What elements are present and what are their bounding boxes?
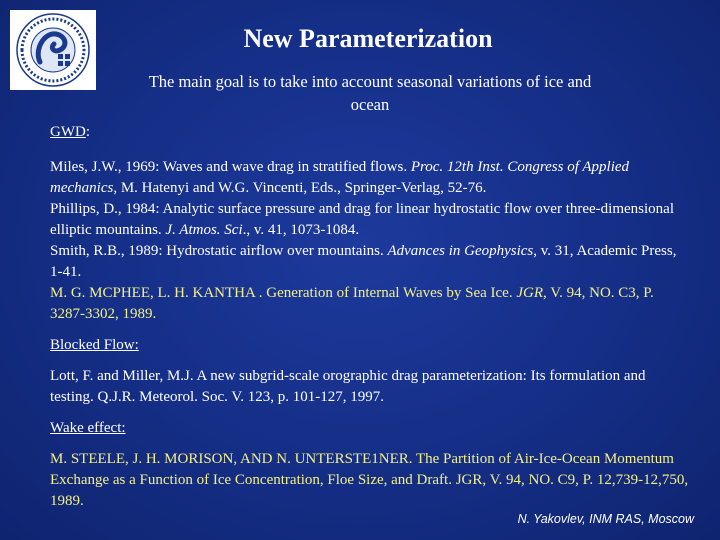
reference-lott: Lott, F. and Miller, M.J. A new subgrid-scale orographic drag parameterization: Its formulation and testing. Q.J.R. Meteorol. Soc. V. 123, p. 101-127, 1997.: [50, 368, 646, 405]
author-footer: N. Yakovlev, INM RAS, Moscow: [517, 512, 694, 526]
reference-steele: M. STEELE, J. H. MORISON, AND N. UNTERSTE1NER. The Partition of Air-Ice-Ocean Momentum Exchange as a Function of Ice Concentration, Floe Size, and Draft. JGR, V. 94, NO. C9, P. 12,739-12,750, 1989.: [50, 451, 689, 509]
gwd-heading: GWD:: [50, 124, 90, 140]
blocked-flow-heading: Blocked Flow:: [50, 337, 139, 353]
reference-phillips: Phillips, D., 1984: Analytic surface pressure and drag for linear hydrostatic flow over three-dimensional elliptic mountains. J. Atmos. Sci., v. 41, 1073-1084.: [50, 201, 674, 238]
reference-mcphee: M. G. MCPHEE, L. H. KANTHA . Generation of Internal Waves by Sea Ice. JGR, V. 94, NO. C3, P. 3287-3302, 1989.: [50, 285, 654, 322]
references-body: [50, 122, 690, 512]
reference-smith: Smith, R.B., 1989: Hydrostatic airflow over mountains. Advances in Geophysics, v. 31, Academic Press, 1-41.: [50, 243, 677, 280]
wake-effect-heading: Wake effect:: [50, 420, 126, 436]
slide-subtitle: The main goal is to take into account seasonal variations of ice and ocean: [148, 72, 592, 114]
slide-title: New Parameterization: [243, 24, 493, 53]
reference-miles: Miles, J.W., 1969: Waves and wave drag in stratified flows. Proc. 12th Inst. Congress of Applied mechanics, M. Hatenyi and W.G. Vincenti, Eds., Springer-Verlag, 52-76.: [50, 159, 630, 196]
